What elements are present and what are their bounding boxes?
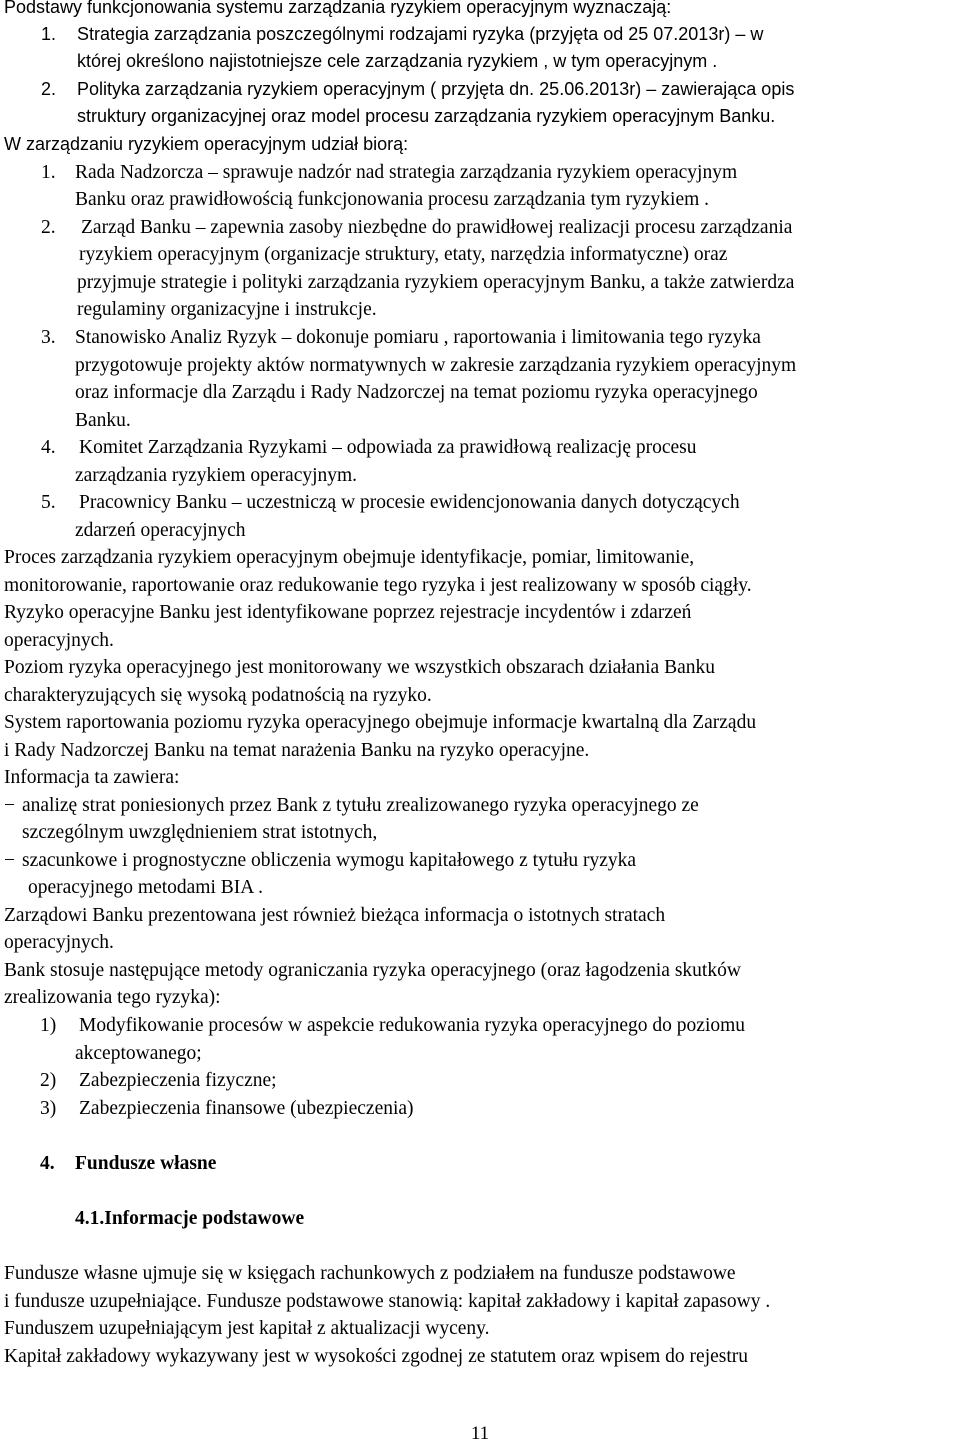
role-4-line-1: Komitet Zarządzania Ryzykami – odpowiada za prawidłową realizację procesu (79, 437, 697, 458)
role-4-line-2: zarządzania ryzykiem operacyjnym. (75, 465, 358, 486)
paragraph-methods-line-1: Bank stosuje następujące metody ograniczania ryzyka operacyjnego (oraz łagodzenia skutków (4, 960, 741, 981)
roles-heading: W zarządzaniu ryzykiem operacyjnym udział biorą: (4, 134, 409, 154)
role-4-number: 4. (41, 437, 56, 458)
bullet-1-marker: − (4, 795, 15, 816)
bullet-2-marker: − (4, 850, 15, 871)
paragraph-information-heading: Informacja ta zawiera: (4, 767, 180, 788)
bullet-1-line-1: analizę strat poniesionych przez Bank z tytułu zrealizowanego ryzyka operacyjnego ze (22, 795, 699, 816)
role-3-line-4: Banku. (75, 410, 131, 431)
method-1-number: 1) (40, 1015, 57, 1036)
page-number: 11 (470, 1423, 490, 1444)
role-2-line-4: regulaminy organizacyjne i instrukcje. (77, 299, 377, 320)
paragraph-management-line-1: Zarządowi Banku prezentowana jest również bieżąca informacja o istotnych stratach (4, 905, 666, 926)
section-title: Fundusze własne (75, 1153, 217, 1174)
method-3-number: 3) (40, 1098, 57, 1119)
paragraph-process-line-1: Proces zarządzania ryzykiem operacyjnym obejmuje identyfikacje, pomiar, limitowanie, (4, 547, 695, 568)
section-number: 4. (40, 1153, 55, 1174)
subsection-title: 4.1.Informacje podstawowe (75, 1208, 305, 1229)
intro-item-1-number: 1. (41, 24, 57, 44)
intro-heading: Podstawy funkcjonowania systemu zarządzania ryzykiem operacyjnym wyznaczają: (4, 0, 672, 17)
method-2-line-1: Zabezpieczenia fizyczne; (79, 1070, 277, 1091)
role-1-line-1: Rada Nadzorcza – sprawuje nadzór nad strategia zarządzania ryzykiem operacyjnym (75, 162, 738, 183)
role-3-number: 3. (41, 327, 56, 348)
method-1-line-1: Modyfikowanie procesów w aspekcie redukowania ryzyka operacyjnego do poziomu (79, 1015, 746, 1036)
intro-item-2-number: 2. (41, 79, 57, 99)
paragraph-reporting-line-2: i Rady Nadzorczej Banku na temat narażenia Banku na ryzyko operacyjne. (4, 740, 590, 761)
bullet-2-line-2: operacyjnego metodami BIA . (28, 877, 264, 898)
role-3-line-1: Stanowisko Analiz Ryzyk – dokonuje pomiaru , raportowania i limitowania tego ryzyka (75, 327, 761, 348)
closing-line-2: i fundusze uzupełniające. Fundusze podstawowe stanowią: kapitał zakładowy i kapitał zapasowy . (4, 1291, 771, 1312)
intro-item-2-line-2: struktury organizacyjnej oraz model procesu zarządzania ryzykiem operacyjnym Banku. (77, 106, 776, 126)
method-1-line-2: akceptowanego; (75, 1043, 202, 1064)
role-5-line-2: zdarzeń operacyjnych (75, 520, 246, 541)
intro-item-2-line-1: Polityka zarządzania ryzykiem operacyjnym ( przyjęta dn. 25.06.2013r) – zawierająca opis (77, 79, 795, 99)
paragraph-methods-line-2: zrealizowania tego ryzyka): (4, 987, 221, 1008)
paragraph-reporting-line-1: System raportowania poziomu ryzyka operacyjnego obejmuje informacje kwartalną dla Zarządu (4, 712, 757, 733)
closing-line-4: Kapitał zakładowy wykazywany jest w wysokości zgodnej ze statutem oraz wpisem do rejestru (4, 1346, 749, 1367)
bullet-2-line-1: szacunkowe i prognostyczne obliczenia wymogu kapitałowego z tytułu ryzyka (22, 850, 637, 871)
role-1-number: 1. (41, 162, 56, 183)
bullet-1-line-2: szczególnym uwzględnieniem strat istotnych, (22, 822, 378, 843)
role-3-line-2: przygotowuje projekty aktów normatywnych w zakresie zarządzania ryzykiem operacyjnym (75, 355, 797, 376)
paragraph-monitoring-line-2: charakteryzujących się wysoką podatnością na ryzyko. (4, 685, 432, 706)
paragraph-identification-line-2: operacyjnych. (4, 630, 114, 651)
paragraph-process-line-2: monitorowanie, raportowanie oraz redukowanie tego ryzyka i jest realizowany w sposób ciągły. (4, 575, 752, 596)
closing-line-3: Funduszem uzupełniającym jest kapitał z aktualizacji wyceny. (4, 1318, 490, 1339)
role-2-line-3: przyjmuje strategie i polityki zarządzania ryzykiem operacyjnym Banku, a także zatwierdza (77, 272, 795, 293)
role-1-line-2: Banku oraz prawidłowością funkcjonowania procesu zarządzania tym ryzykiem . (75, 189, 710, 210)
role-3-line-3: oraz informacje dla Zarządu i Rady Nadzorczej na temat poziomu ryzyka operacyjnego (75, 382, 758, 403)
paragraph-identification-line-1: Ryzyko operacyjne Banku jest identyfikowane poprzez rejestracje incydentów i zdarzeń (4, 602, 692, 623)
role-2-line-1: Zarząd Banku – zapewnia zasoby niezbędne do prawidłowej realizacji procesu zarządzania (81, 217, 793, 238)
role-5-line-1: Pracownicy Banku – uczestniczą w procesie ewidencjonowania danych dotyczących (79, 492, 740, 513)
method-3-line-1: Zabezpieczenia finansowe (ubezpieczenia) (79, 1098, 414, 1119)
role-2-number: 2. (41, 217, 56, 238)
intro-item-1-line-1: Strategia zarządzania poszczególnymi rodzajami ryzyka (przyjęta od 25 07.2013r) – w (77, 24, 764, 44)
role-2-line-2: ryzykiem operacyjnym (organizacje struktury, etaty, narzędzia informatyczne) oraz (79, 244, 728, 265)
intro-item-1-line-2: której określono najistotniejsze cele zarządzania ryzykiem , w tym operacyjnym . (77, 51, 718, 71)
role-5-number: 5. (41, 492, 56, 513)
method-2-number: 2) (40, 1070, 57, 1091)
closing-line-1: Fundusze własne ujmuje się w księgach rachunkowych z podziałem na fundusze podstawowe (4, 1263, 736, 1284)
paragraph-management-line-2: operacyjnych. (4, 932, 114, 953)
paragraph-monitoring-line-1: Poziom ryzyka operacyjnego jest monitorowany we wszystkich obszarach działania Banku (4, 657, 715, 678)
